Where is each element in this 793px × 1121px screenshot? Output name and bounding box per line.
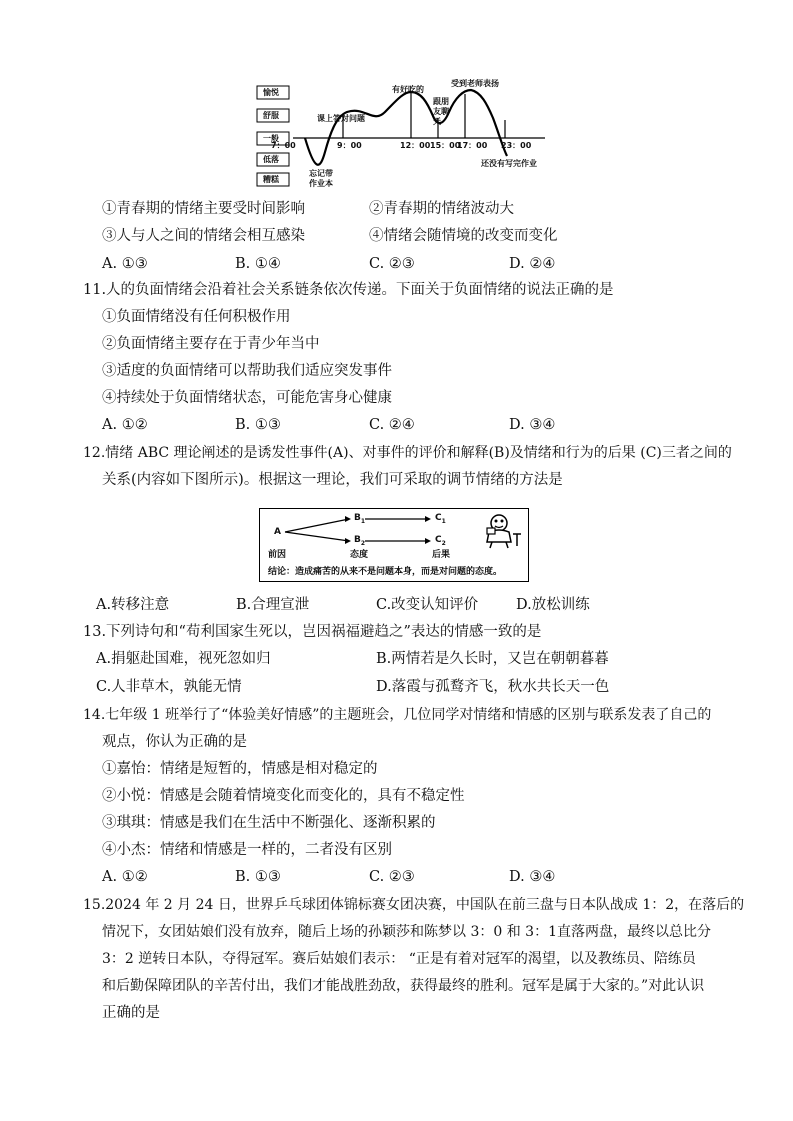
q15-stem-line-2: 情况下，女团姑娘们没有放弃，随后上场的孙颖莎和陈梦以 3：0 和 3：1直落两盘，最终以总比分 xyxy=(102,924,711,940)
mood-chart-figure xyxy=(255,79,555,192)
q12-option-c[interactable]: C.改变认知评价 xyxy=(376,597,479,613)
abc-caption-attitude: 态度 xyxy=(350,550,369,560)
abc-theory-figure xyxy=(259,508,529,582)
time-label: 15：00 xyxy=(430,141,461,150)
q11-statement-4: ④持续处于负面情绪状态，可能危害身心健康 xyxy=(102,390,392,406)
q10-statement-1: ①青春期的情绪主要受时间影响 xyxy=(102,201,305,217)
abc-label-b1: $B_1$ xyxy=(354,513,366,525)
q12-stem-line-1: 12.情绪 ABC 理论阐述的是诱发性事件(A)、对事件的评价和解释(B)及情绪和行为的后果 (C)三者之间的 xyxy=(83,445,732,461)
mood-chart-svg xyxy=(255,82,555,192)
q11-stem: 11.人的负面情绪会沿着社会关系链条依次传递。下面关于负面情绪的说法正确的是 xyxy=(83,282,614,298)
q11-statement-1: ①负面情绪没有任何积极作用 xyxy=(102,309,291,325)
q15-stem-line-1: 15.2024 年 2 月 24 日，世界乒乓球团体锦标赛女团决赛，中国队在前三盘与日本队战成 1：2，在落后的 xyxy=(83,897,745,913)
q11-statement-2: ②负面情绪主要存在于青少年当中 xyxy=(102,336,320,352)
q10-option-a[interactable]: A. ①③ xyxy=(102,256,148,272)
q12-stem-line-2: 关系(内容如下图所示)。根据这一理论，我们可采取的调节情绪的方法是 xyxy=(102,472,563,488)
q12-option-b[interactable]: B.合理宣泄 xyxy=(236,597,310,613)
q11-statement-3: ③适度的负面情绪可以帮助我们适应突发事件 xyxy=(102,363,392,379)
event-label: 作业本 xyxy=(309,179,333,188)
abc-label-b2: $B_2$ xyxy=(354,535,366,547)
abc-caption-result: 后果 xyxy=(432,550,451,560)
q10-option-b[interactable]: B. ①④ xyxy=(235,256,281,272)
event-label: 聊 xyxy=(441,107,449,116)
q11-option-d[interactable]: D. ③④ xyxy=(509,417,556,433)
abc-conclusion: 结论：造成痛苦的从来不是问题本身，而是对问题的态度。 xyxy=(268,567,503,577)
abc-caption-cause: 前因 xyxy=(268,550,287,560)
event-label: 友 xyxy=(433,107,441,116)
event-label: 天 xyxy=(433,117,441,126)
event-label: 课上答对问题 xyxy=(317,114,365,123)
q10-statement-4: ④情绪会随情境的改变而变化 xyxy=(369,228,558,244)
q14-option-d[interactable]: D. ③④ xyxy=(509,869,556,885)
q13-option-c[interactable]: C.人非草木，孰能无情 xyxy=(96,679,242,695)
event-label: 有好吃的 xyxy=(392,85,424,94)
abc-label-c2: $C_2$ xyxy=(435,535,446,547)
mood-label: 一般 xyxy=(263,134,279,143)
q14-option-c[interactable]: C. ②③ xyxy=(369,869,415,885)
mood-label: 舒服 xyxy=(263,111,279,120)
q14-statement-2: ②小悦：情感是会随着情境变化而变化的，具有不稳定性 xyxy=(102,788,465,804)
mood-label: 低落 xyxy=(263,155,279,164)
q15-stem-line-3: 3：2 逆转日本队，夺得冠军。赛后姑娘们表示： “正是有着对冠军的渴望，以及教练员、陪练员 xyxy=(102,951,696,967)
q14-stem-line-1: 14.七年级 1 班举行了“体验美好情感”的主题班会，几位同学对情绪和情感的区别与联系发表了自己的 xyxy=(83,707,712,723)
event-label: 跟 xyxy=(433,97,441,106)
time-label: 12：00 xyxy=(400,141,431,150)
q13-stem: 13.下列诗句和“苟利国家生死以，岂因祸福避趋之”表达的情感一致的是 xyxy=(83,624,542,640)
q12-option-d[interactable]: D.放松训练 xyxy=(516,597,590,613)
event-label: 还没有写完作业 xyxy=(481,159,537,168)
time-label: 9：00 xyxy=(337,141,362,150)
q10-option-c[interactable]: C. ②③ xyxy=(369,256,415,272)
q14-statement-1: ①嘉怡：情绪是短暂的，情感是相对稳定的 xyxy=(102,761,378,777)
abc-label-c1: $C_1$ xyxy=(435,513,446,525)
event-label: 忘记带 xyxy=(309,169,333,178)
mood-label: 愉悦 xyxy=(263,88,279,97)
q11-option-b[interactable]: B. ①③ xyxy=(235,417,281,433)
thinking-figure-icon xyxy=(487,515,521,548)
q14-statement-3: ③琪琪：情感是我们在生活中不断强化、逐渐积累的 xyxy=(102,815,436,831)
q15-stem-line-5: 正确的是 xyxy=(102,1005,160,1021)
q14-option-b[interactable]: B. ①③ xyxy=(235,869,281,885)
event-label: 受到老师表扬 xyxy=(451,79,499,88)
q14-stem-line-2: 观点，你认为正确的是 xyxy=(102,734,247,750)
q10-statement-3: ③人与人之间的情绪会相互感染 xyxy=(102,228,305,244)
q13-option-b[interactable]: B.两情若是久长时，又岂在朝朝暮暮 xyxy=(376,651,609,667)
time-label: 7：00 xyxy=(271,141,296,150)
q13-option-a[interactable]: A.捐躯赴国难，视死忽如归 xyxy=(96,651,271,667)
q11-option-a[interactable]: A. ①② xyxy=(102,417,148,433)
q10-statement-2: ②青春期的情绪波动大 xyxy=(369,201,514,217)
mood-label: 糟糕 xyxy=(263,175,279,184)
q14-statement-4: ④小杰：情绪和情感是一样的，二者没有区别 xyxy=(102,842,392,858)
q14-option-a[interactable]: A. ①② xyxy=(102,869,148,885)
q10-option-d[interactable]: D. ②④ xyxy=(509,256,556,272)
q11-option-c[interactable]: C. ②④ xyxy=(369,417,415,433)
abc-label-a: A xyxy=(274,527,281,537)
q15-stem-line-4: 和后勤保障团队的辛苦付出，我们才能战胜劲敌，获得最终的胜利。冠军是属于大家的。”对此认识 xyxy=(102,978,705,994)
q12-option-a[interactable]: A.转移注意 xyxy=(96,597,170,613)
q13-option-d[interactable]: D.落霞与孤鹜齐飞，秋水共长天一色 xyxy=(376,679,610,695)
time-label: 23：00 xyxy=(501,141,532,150)
time-label: 17：00 xyxy=(457,141,488,150)
event-label: 朋 xyxy=(441,97,449,106)
